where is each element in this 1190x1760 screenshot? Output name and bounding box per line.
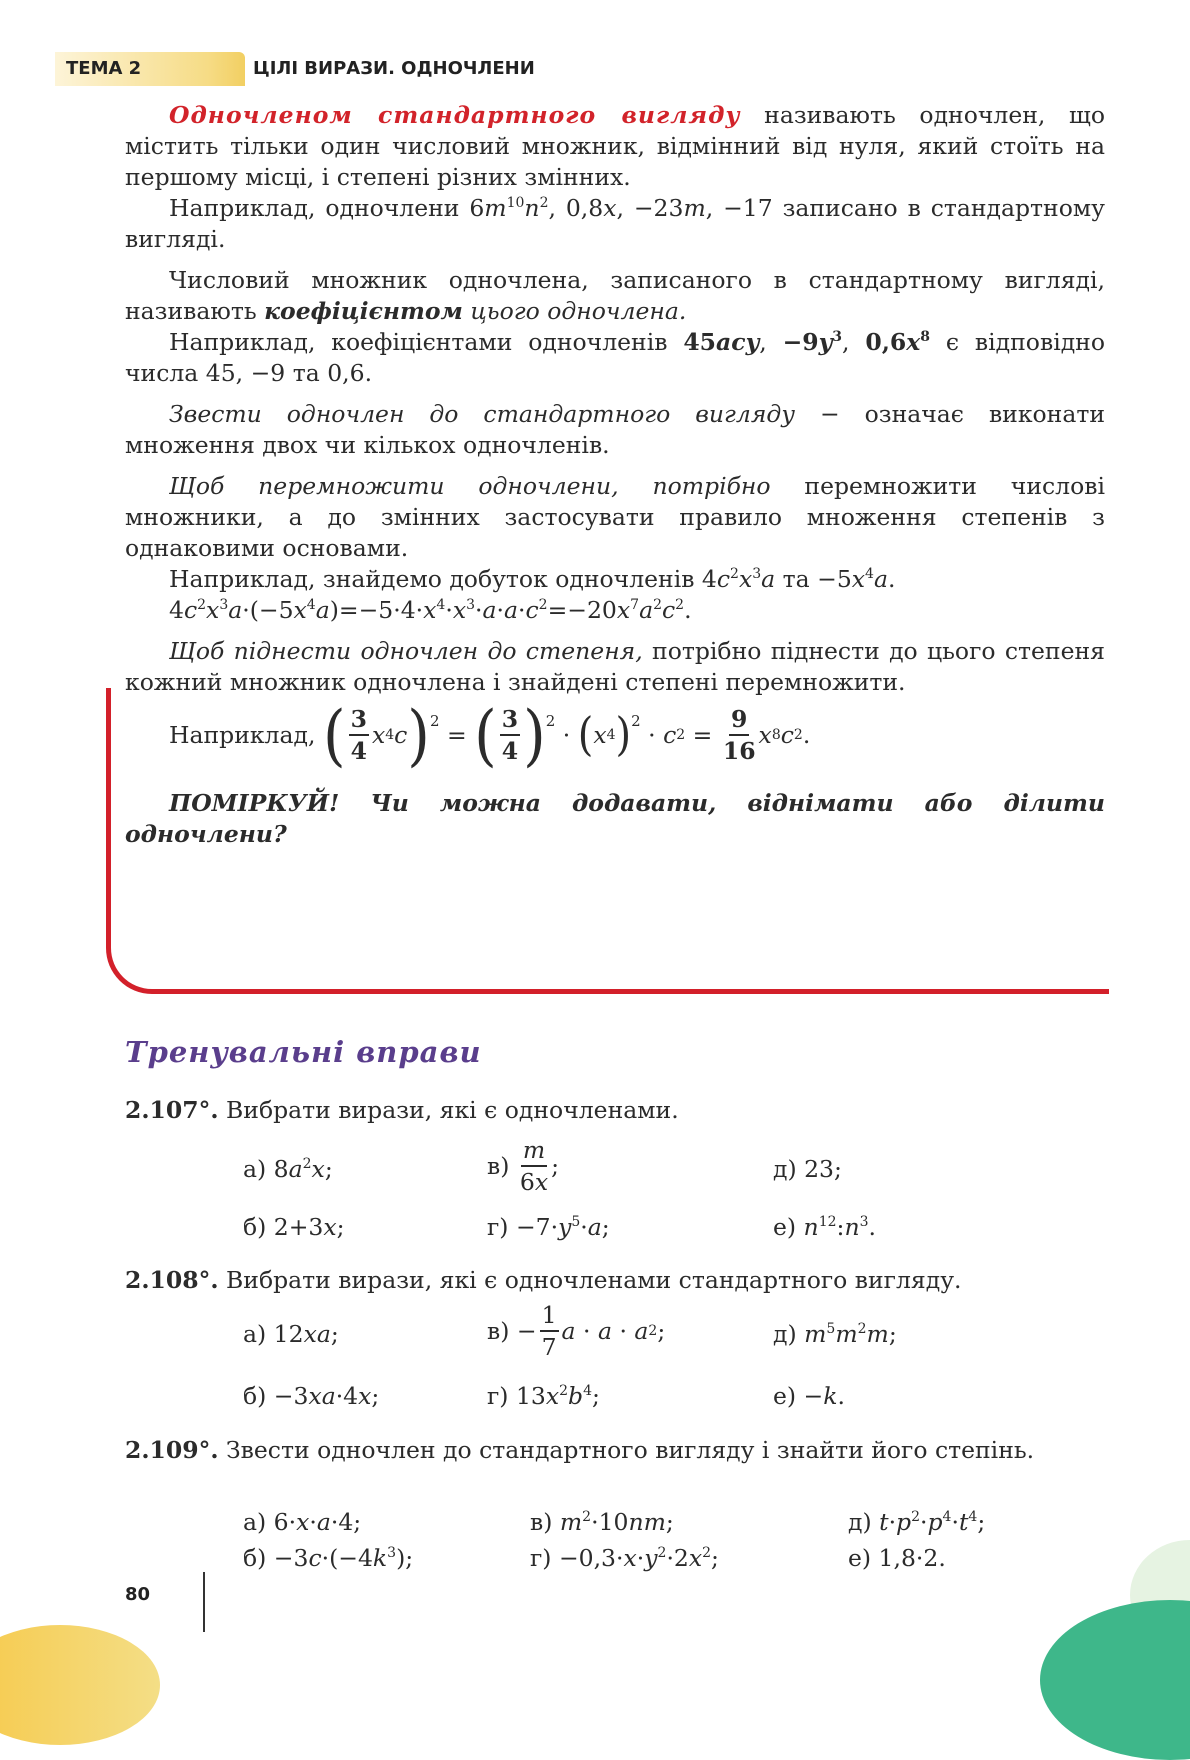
task-2108-option-b: б) −3xa·4x; xyxy=(243,1382,380,1410)
task-2109: 2.109°. Звести одночлен до стандартного вигляду і знайти його степінь. xyxy=(125,1436,1035,1464)
example-multiply-solution: $4c^2x^3a\cdot(-5x^4a)=-5\cdot 4\cdot x^4\cdot x^3\cdot a\cdot a\cdot c^2=-20x^7a^2c^2$. xyxy=(169,596,692,624)
corner-decoration-right xyxy=(1040,1600,1190,1760)
task-2109-option-b: $б) -3c\cdot(-4k^3)$; xyxy=(243,1544,414,1572)
rule-power: Щоб піднести одночлен до степеня, потрібно піднести до цього степеня кожний множник одночлена і знайдені степені перемножити. xyxy=(125,637,1105,696)
topic-tab-label: ТЕМА 2 xyxy=(66,58,142,79)
example-power-formula: Наприклад, ( $\frac{3}{4}$ x 4 c ) 2 = ( $\frac{3}{4}$ ) 2 · ( x 4 ) 2 · c 2 = $\frac{9}{16}$ x 8 c 2 . xyxy=(169,695,811,775)
section-title: Тренувальні вправи xyxy=(125,1035,482,1069)
example-multiply: Наприклад, знайдемо добуток одночленів $4c^2x^3a$ та $-5x^4a$. xyxy=(169,565,896,593)
task-2107-option-e: е) $n^{12}:n^3$. xyxy=(773,1213,876,1241)
definition-coefficient: Числовий множник одночлена, записаного в стандартному вигляді, називають коефіцієнтом цього одночлена. xyxy=(125,266,1105,325)
task-2108-option-g: г) $13x^2b^4$; xyxy=(487,1382,600,1410)
task-2109-option-g: $г) -0,3\cdot x\cdot y^2\cdot 2x^2$; xyxy=(530,1544,719,1572)
task-2109-option-e: е) 1,8·2. xyxy=(848,1544,946,1572)
task-2109-option-d: д) $t\cdot p^2\cdot p^4\cdot t^4$; xyxy=(848,1508,986,1536)
task-2108-option-e: е) −k. xyxy=(773,1382,845,1410)
definition-reduce: Звести одночлен до стандартного вигляду − означає виконати множення двох чи кількох одночленів. xyxy=(125,400,1106,459)
task-2107-option-a: а) $8a^2x$; xyxy=(243,1155,333,1183)
task-2108: 2.108°. Вибрати вирази, які є одночленами стандартного вигляду. xyxy=(125,1266,962,1294)
corner-decoration-left xyxy=(0,1625,160,1745)
task-2108-option-a: а) 12xa; xyxy=(243,1320,339,1348)
task-2109-option-v: в) $m^2\cdot 10nm$; xyxy=(530,1508,674,1536)
example-coefficients: Наприклад, коефіцієнтами одночленів 45acy, $-9y^3$, $0,6x^8$ є відповідно числа 45, −9 та 0,6. xyxy=(125,328,1105,387)
page-number-divider xyxy=(203,1572,205,1632)
task-2107-option-b: б) 2+3x; xyxy=(243,1213,345,1241)
theory-text xyxy=(125,100,1105,850)
task-2107-option-v: в) $\frac{m}{6x}$ ; xyxy=(487,1136,560,1196)
task-2107-option-g: $г) -7\cdot y^5\cdot a$; xyxy=(487,1213,610,1241)
task-2108-option-v: в) − $\frac{1}{7}$ a · a · a 2 ; xyxy=(487,1301,666,1361)
page-number: 80 xyxy=(125,1584,151,1605)
topic-title: ЦІЛІ ВИРАЗИ. ОДНОЧЛЕНИ xyxy=(253,58,535,79)
rule-multiply: Щоб перемножити одночлени, потрібно перемножити числові множники, а до змінних застосувати правило множення степенів з однаковими основами. xyxy=(125,472,1105,562)
definition-standard-form: Одночленом стандартного вигляду називають одночлен, що містить тільки один числовий множник, відмінний від нуля, який стоїть на першому місці, і степені різних змінних. xyxy=(125,101,1105,191)
task-2107: 2.107°. Вибрати вирази, які є одночленами. xyxy=(125,1096,679,1124)
think-question: ПОМІРКУЙ! Чи можна додавати, віднімати або ділити одночлени? xyxy=(125,789,1105,848)
example-standard-form: Наприклад, одночлени $6m^{10}n^2$, 0,8x, −23m, −17 записано в стандартному вигляді. xyxy=(125,194,1105,253)
task-2107-option-d: д) 23; xyxy=(773,1155,842,1183)
task-2108-option-d: д) $m^5m^2m$; xyxy=(773,1320,897,1348)
task-2109-option-a: а) 6·x·a·4; xyxy=(243,1508,362,1536)
page-header xyxy=(0,40,1190,90)
